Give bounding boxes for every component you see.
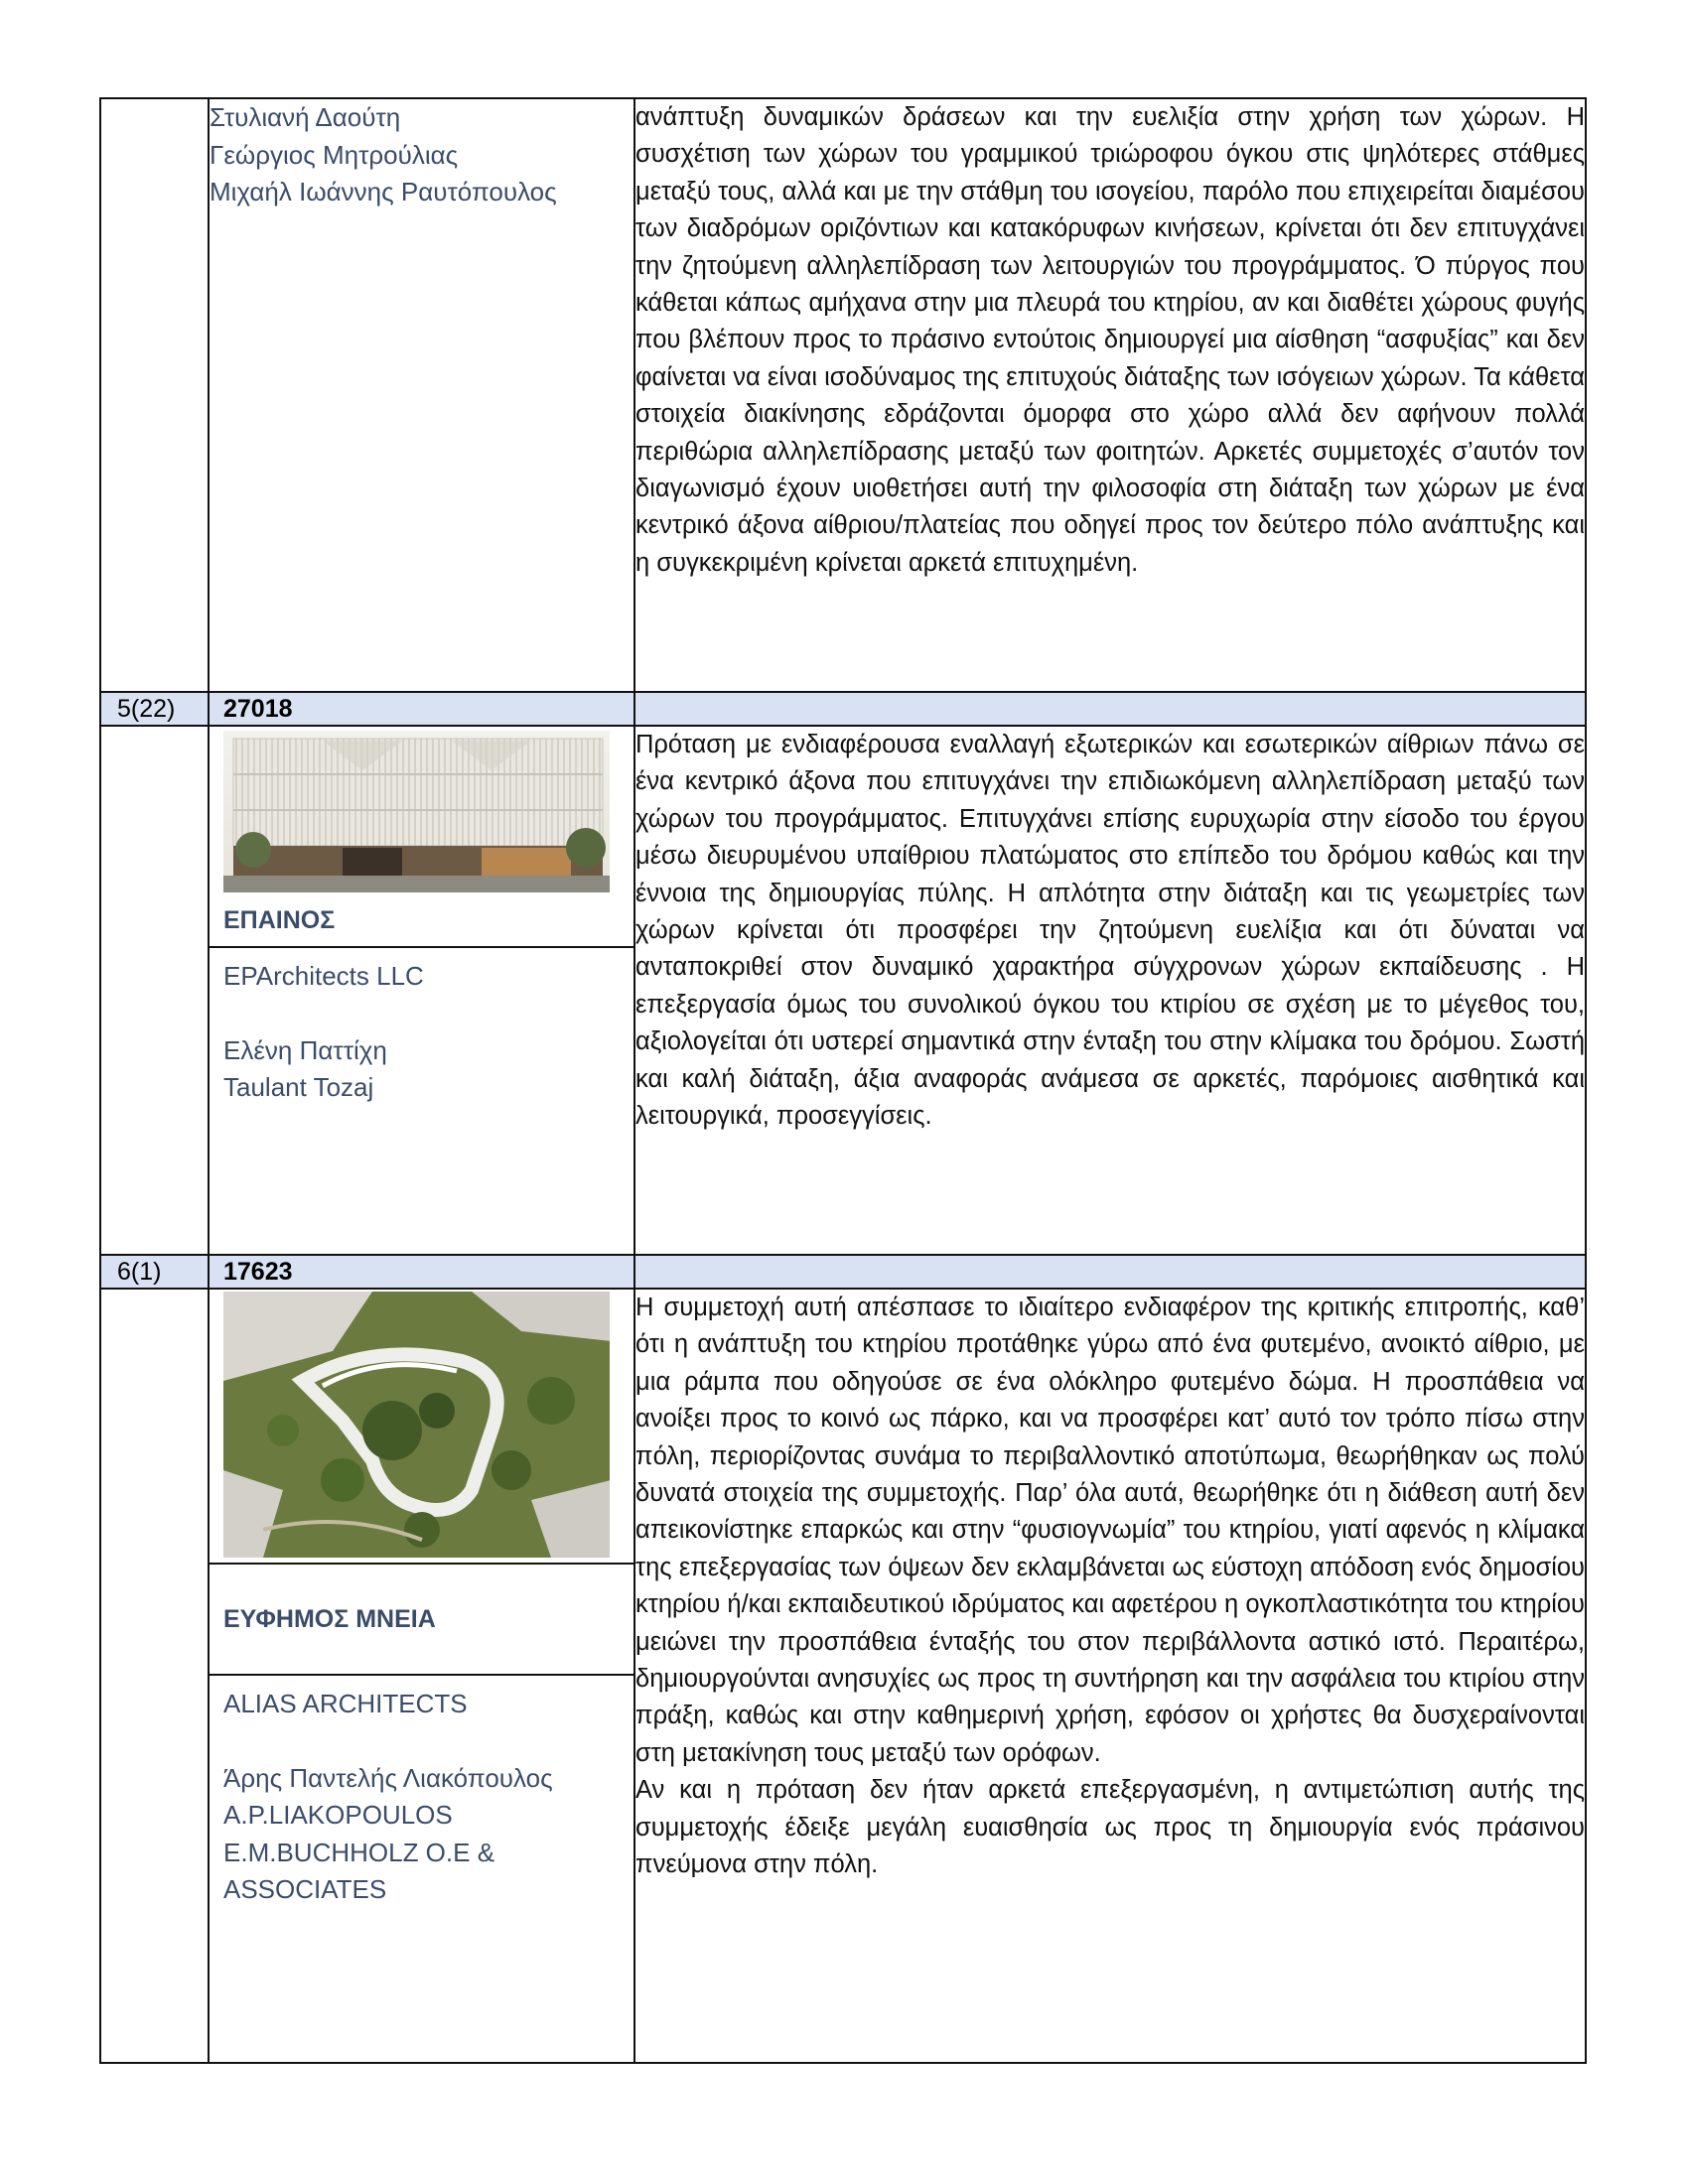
team-member-name: Μιχαήλ Ιωάννης Ραυτόπουλος bbox=[210, 177, 557, 206]
rank-cell bbox=[100, 726, 209, 1255]
team-member-name: Γεώργιος Μητρούλιας bbox=[210, 139, 459, 170]
entry-rank: 5(22) bbox=[100, 692, 209, 726]
team-list bbox=[210, 948, 633, 1107]
entry-info-cell bbox=[209, 726, 634, 1255]
team-list bbox=[210, 1676, 633, 1909]
entry-rank: 6(1) bbox=[100, 1255, 209, 1289]
building-render-image bbox=[223, 731, 610, 892]
entry-header-row bbox=[100, 692, 1586, 726]
table-row bbox=[100, 98, 1586, 692]
aerial-render-image bbox=[223, 1292, 610, 1558]
team-member-name: Άρης Παντελής Λιακόπουλος bbox=[223, 1762, 553, 1793]
evaluation-text-cell bbox=[634, 1289, 1586, 2063]
spacer bbox=[223, 996, 622, 1032]
entry-header-blank bbox=[634, 692, 1586, 726]
firm-name: ALIAS ARCHITECTS bbox=[223, 1689, 468, 1718]
firm-name: EPArchitects LLC bbox=[223, 961, 424, 991]
team-member-name: Ελένη Παττίχη bbox=[223, 1034, 387, 1065]
team-member-name: ASSOCIATES bbox=[223, 1874, 387, 1904]
entry-code: 17623 bbox=[209, 1255, 634, 1289]
rank-cell bbox=[100, 98, 209, 692]
entry-code: 27018 bbox=[209, 692, 634, 726]
table-row bbox=[100, 1289, 1586, 2063]
award-label: ΕΥΦΗΜΟΣ ΜΝΕΙΑ bbox=[210, 1563, 633, 1676]
award-label: ΕΠΑΙΝΟΣ bbox=[210, 897, 633, 948]
evaluation-text-cell bbox=[634, 726, 1586, 1255]
team-member-name: Στυλιανή Δαούτη bbox=[210, 102, 401, 132]
rank-cell bbox=[100, 1289, 209, 2063]
team-names-cell bbox=[209, 98, 634, 692]
entry-info-cell bbox=[209, 1289, 634, 2063]
entry-header-blank bbox=[634, 1255, 1586, 1289]
evaluation-paragraph: Η συμμετοχή αυτή απέσπασε το ιδιαίτερο ενδιαφέρον της κριτικής επιτροπής, καθ’ ότι η ανάπτυξη του κτηρίου προτάθηκε γύρω από ένα φυτεμένο, ανοικτό αίθριο, με μια ράμπα που οδηγούσε σε ένα ολόκληρο φυτεμένο δώμα. Η προσπάθεια να ανοίξει προς το κοινό ως πάρκο, και να προσφέρει κατ’ αυτό τον τρόπο πίσω στην πόλη, περιορίζοντας συνάμα το περιβαλλοντικό αποτύπωμα, θεωρήθηκαν ως πολύ δυνατά στοιχεία της συμμετοχής. Παρ’ όλα αυτά, θεωρήθηκε ότι η διάθεση αυτή δεν απεικονίστηκε επαρκώς και στην “φυσιογνωμία” του κτηρίου, γιατί αφενός η κλίμακα της επεξεργασίας των όψεων δεν εκλαμβάνεται ως εύστοχη απόδοση ενός δημοσίου κτηρίου ή/και εκπαιδευτικού ιδρύματος και αφετέρου η ογκοπλαστικότητα του κτηρίου μειώνει την προσπάθεια ένταξής του στον περιβάλλοντα αστικό ιστό. Περαιτέρω, δημιουργούνται ανησυχίες ως προς τη συντήρηση και την ασφάλεια του κτιρίου στην πράξη, καθώς και στην καθημερινή χρήση, εφόσον οι χρήστες θα δυσχεραίνονται στη μετακίνηση τους μεταξύ των ορόφων. bbox=[635, 1294, 1585, 1767]
team-member-name: Taulant Tozaj bbox=[223, 1072, 374, 1102]
entry-render-image bbox=[223, 731, 610, 897]
entry-header-row bbox=[100, 1255, 1586, 1289]
team-member-name: A.P.LIAKOPOULOS bbox=[223, 1800, 453, 1830]
entry-render-image bbox=[223, 1292, 610, 1563]
evaluation-paragraph: ανάπτυξη δυναμικών δράσεων και την ευελιξία στην χρήση των χώρων. Η συσχέτιση των χώρων του γραμμικού τριώροφου όγκου στις ψηλότερες στάθμες μεταξύ τους, αλλά και με την στάθμη του ισογείου, παρόλο που επιχειρείται διαμέσου των διαδρόμων οριζόντιων και κατακόρυφων κινήσεων, κρίνεται ότι δεν επιτυγχάνει την ζητούμενη αλληλεπίδραση των λειτουργιών του προγράμματος. Ό πύργος που κάθεται κάπως αμήχανα στην μια πλευρά του κτηρίου, αν και διαθέτει χώρους φυγής που βλέπουν προς το πράσινο εντούτοις δημιουργεί μια αίσθηση “ασφυξίας” και δεν φαίνεται να είναι ισοδύναμος της επιτυχούς διάταξης των ισόγειων χώρων. Τα κάθετα στοιχεία διακίνησης εδράζονται όμορφα στο χώρο αλλά δεν αφήνουν πολλά περιθώρια αλληλεπίδρασης μεταξύ των φοιτητών. Αρκετές συμμετοχές σ’αυτόν τον διαγωνισμό έχουν υιοθετήσει αυτή την φιλοσοφία στη διάταξη των χώρων με ένα κεντρικό άξονα αίθριου/πλατείας που οδηγεί προς τον δεύτερο πόλο ανάπτυξης και η συγκεκριμένη κρίνεται αρκετά επιτυχημένη. bbox=[635, 103, 1585, 577]
team-member-name: E.M.BUCHHOLZ O.E & bbox=[223, 1837, 495, 1867]
table-row bbox=[100, 726, 1586, 1255]
evaluation-paragraph: Πρόταση με ενδιαφέρουσα εναλλαγή εξωτερικών και εσωτερικών αίθριων πάνω σε ένα κεντρικό άξονα που επιτυγχάνει την επιδιωκόμενη αλληλεπίδραση μεταξύ των χώρων του προγράμματος. Επιτυγχάνει επίσης ευρυχωρία στην είσοδο του έργου μέσω διευρυμένου υπαίθριου πλατώματος στο επίπεδο του δρόμου καθώς και την έννοια της δημιουργίας πύλης. Η απλότητα στην διάταξη και τις γεωμετρίες των χώρων κρίνεται ότι προσφέρει την ζητούμενη ευελίξια και ότι δύναται να ανταποκριθεί στον δυναμικό χαρακτήρα σύγχρονων χώρων εκπαίδευσης . Η επεξεργασία όμως του συνολικού όγκου του κτιρίου σε σχέση με το μέγεθος του, αξιολογείται ότι υστερεί σημαντικά στην ένταξη του στην κλίμακα του δρόμου. Σωστή και καλή διάταξη, άξια αναφοράς ανάμεσα σε αρκετές, παρόμοιες αισθητικά και λειτουργικά, προσεγγίσεις. bbox=[635, 731, 1585, 1131]
spacer bbox=[223, 1723, 622, 1760]
evaluation-paragraph: Αν και η πρόταση δεν ήταν αρκετά επεξεργασμένη, η αντιμετώπιση αυτής της συμμετοχής έδειξε μεγάλη ευαισθησία ως προς τη δημιουργία ενός πράσινου πνεύμονα στην πόλη. bbox=[635, 1776, 1585, 1879]
evaluation-text-cell bbox=[634, 98, 1586, 692]
results-table bbox=[99, 97, 1587, 2064]
